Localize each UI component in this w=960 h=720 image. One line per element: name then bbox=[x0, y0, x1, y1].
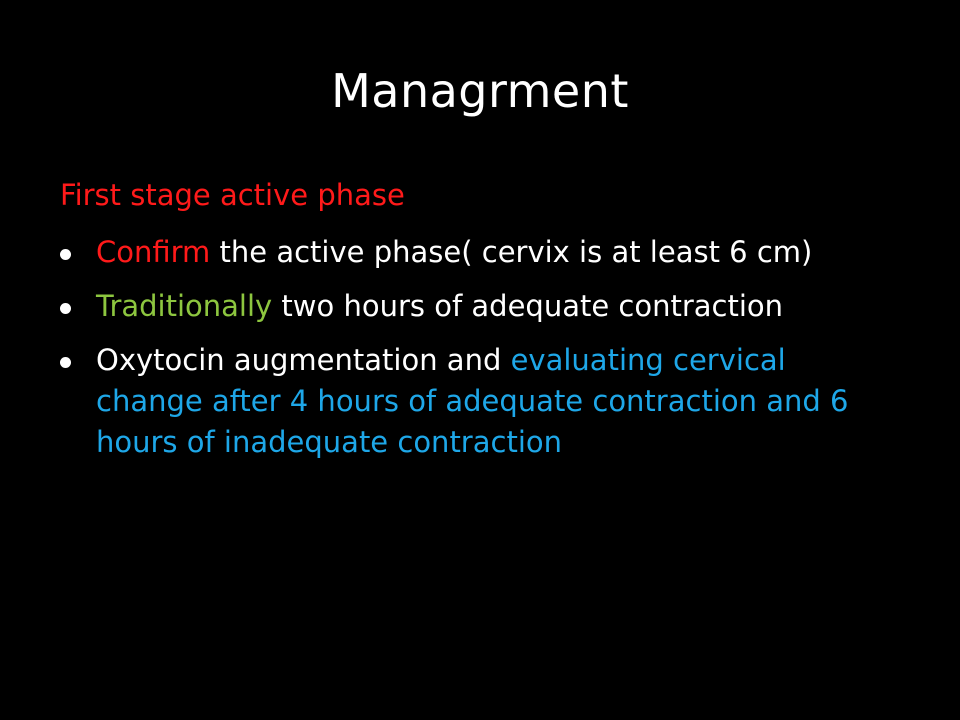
bullet-text: Oxytocin augmentation and bbox=[96, 343, 511, 377]
bullet-text-highlight: Confirm bbox=[96, 235, 211, 269]
subheading: First stage active phase bbox=[60, 178, 405, 212]
bullet-text-highlight: evaluating cervical change after 4 hours of adequate contraction and 6 hours of inadequate contraction bbox=[96, 343, 849, 459]
bullet-item bbox=[60, 340, 860, 463]
bullet-text: two hours of adequate contraction bbox=[272, 289, 784, 323]
slide-title: Managrment bbox=[331, 64, 629, 118]
bullet-item bbox=[60, 286, 860, 327]
bullet-list bbox=[60, 232, 860, 476]
bullet-item bbox=[60, 232, 860, 273]
bullet-text: the active phase( cervix is at least 6 cm) bbox=[210, 235, 813, 269]
bullet-dot-icon bbox=[60, 249, 71, 260]
bullet-dot-icon bbox=[60, 303, 71, 314]
bullet-dot-icon bbox=[60, 357, 71, 368]
bullet-text-highlight: Traditionally bbox=[96, 289, 273, 323]
